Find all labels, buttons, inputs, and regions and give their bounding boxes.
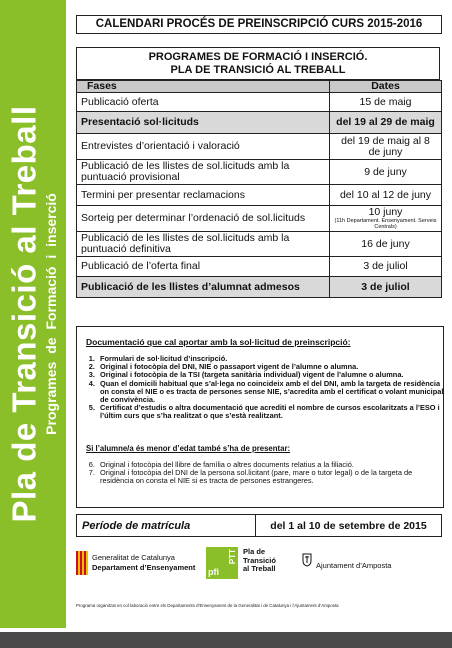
footer-note: Programa organitzat en col·laboració entre els Departaments d’Ensenyament de la Generalitat i de Catalunya i l’Ajuntament d’Amposta [76,603,339,608]
generalitat-name: Generalitat de Catalunya [92,553,175,562]
date-cell: 16 de juny [330,232,442,257]
fase-cell: Publicació de l’oferta final [77,257,330,277]
page-title: CALENDARI PROCÉS DE PREINSCRIPCIÓ CURS 2015-2016 [76,15,442,34]
fase-cell: Publicació de les llistes de sol.licituds amb la puntuació provisional [77,160,330,185]
senyera-icon [76,551,88,575]
header-fases: Fases [77,81,330,93]
ajuntament-logo [302,553,442,577]
date-cell: del 10 al 12 de juny [330,185,442,206]
date-cell: del 19 al 29 de maig [330,112,442,134]
calendar-header-row [77,81,442,93]
documents-box [76,326,444,508]
documents-heading: Documentació que cal aportar amb la sol·licitud de preinscripció: [86,337,351,347]
list-item: 4. Quan el domicili habitual que s’al·lega no coincideix amb el del DNI, amb la targeta de residència on consta el NIE o es tracta de persones sense NIE, s’acredita amb el certificat o volant municipal de convivència. [97,380,445,405]
table-row [77,515,442,537]
date-cell: 3 de juliol [330,257,442,277]
programme-line-2: PLA DE TRANSICIÓ AL TREBALL [170,64,346,76]
coat-of-arms-icon [302,553,312,567]
ajuntament-name: Ajuntament d’Amposta [316,561,392,570]
list-item: 3. Original i fotocòpia de la TSI (targeta sanitària individual) vigent de l’alumne o alumna. [97,371,445,379]
pla-line-3: al Treball [243,564,276,573]
date-note: (11h Departament. Ensenyament. Serveis Centrals) [334,218,437,230]
table-row [77,112,442,134]
matricula-dates: del 1 al 10 de setembre de 2015 [256,515,442,537]
documents-list [85,355,445,421]
programme-title [76,47,440,80]
table-row [77,134,442,160]
date-cell: 9 de juny [330,160,442,185]
pla-line-2: Transició [243,555,276,565]
list-item: 6. Original i fotocòpia del llibre de família o altres documents relatius a la filiació. [97,461,445,469]
minor-documents-list [85,461,445,486]
sidebar-subtitle: Programes de Formació i inserció [43,193,60,435]
fase-cell: Termini per presentar reclamacions [77,185,330,206]
bottom-bar [0,628,452,648]
sidebar-banner [0,0,66,628]
fase-cell: Publicació oferta [77,93,330,112]
matricula-label: Període de matrícula [77,515,256,537]
pla-transicio-logo-text [243,548,276,574]
table-row [77,257,442,277]
pfi-label: pfi [208,567,219,577]
sidebar-title: Pla de Transició al Treball [5,105,43,523]
minor-heading: Si l’alumne/a és menor d’edat també s’ha de presentar: [86,444,291,453]
pla-line-1: Pla de [243,547,266,556]
fase-cell: Entrevistes d’orientació i valoració [77,134,330,160]
pfi-ptt-logo [206,547,238,579]
programme-line-1: PROGRAMES DE FORMACIÓ I INSERCIÓ. [148,51,368,63]
date-cell: 15 de maig [330,93,442,112]
department-name: Departament d’Ensenyament [92,563,196,572]
header-dates: Dates [330,81,442,93]
table-row [77,185,442,206]
fase-cell: Sorteig per determinar l’ordenació de sol.licituds [77,206,330,232]
table-row [77,160,442,185]
bottom-bar-strip [0,628,452,632]
fase-cell: Publicació de les llistes de sol.licituds amb la puntuació definitiva [77,232,330,257]
generalitat-logo [76,551,196,579]
list-item: 2. Original i fotocòpia del DNI, NIE o passaport vigent de l’alumne o alumna. [97,363,445,371]
date-value: 10 juny [368,206,403,218]
date-cell: 3 de juliol [330,277,442,298]
list-item: 1. Formulari de sol·licitud d’inscripció. [97,355,445,363]
table-row [77,93,442,112]
table-row [77,206,442,232]
date-cell [330,206,442,232]
calendar-table [76,80,442,298]
fase-cell: Publicació de les llistes d’alumnat admesos [77,277,330,298]
matricula-table [76,514,442,537]
table-row [77,277,442,298]
ptt-label: PTT [228,549,237,565]
list-item: 5. Certificat d’estudis o altra documentació que acrediti el nombre de cursos escolaritzats a l’ESO i l’últim curs que s’ha realitzat o que s’està realitzant. [97,404,445,420]
date-cell: del 19 de maig al 8 de juny [330,134,442,160]
table-row [77,232,442,257]
list-item: 7. Original i fotocòpia del DNI de la persona sol.licitant (pare, mare o tutor legal) o de la targeta de residència on consta el NIE si es tracta de persones estrangeres. [97,469,445,485]
fase-cell: Presentació sol·licituds [77,112,330,134]
